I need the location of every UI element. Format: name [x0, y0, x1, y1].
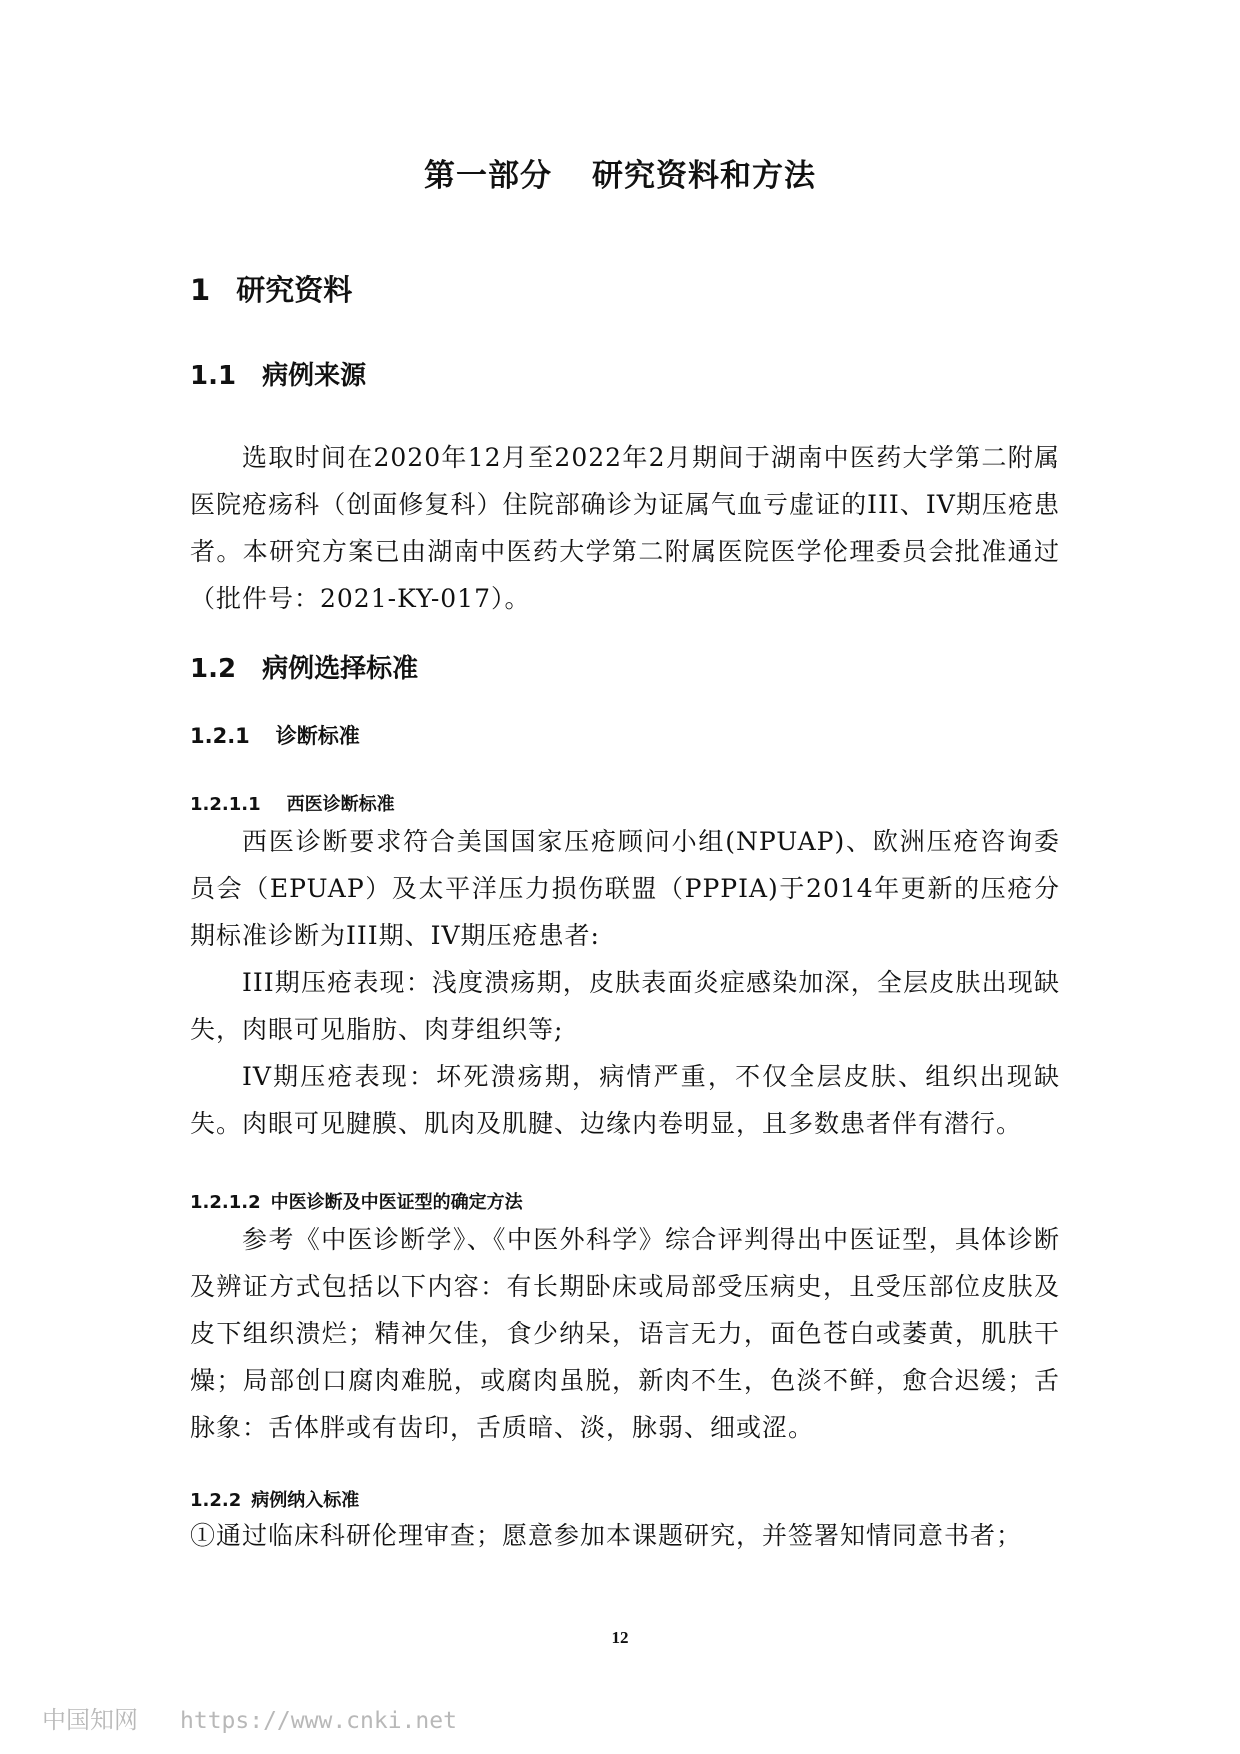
paragraph-text: 选取时间在2020年12月至2022年2月期间于湖南中医药大学第二附属医院疮疡科（创面修复科）住院部确诊为证属气血亏虚证的III、IV期压疮患者。本研究方案已由湖南中医药大学第二附属医院医学伦理委员会批准通过（批件号：2021-KY-017）。 [190, 443, 1060, 613]
section-title: 病例选择标准 [262, 654, 419, 684]
section-heading-1-2-1-2 [190, 1188, 523, 1214]
watermark-site: 中国知网 [42, 1706, 138, 1734]
inclusion-item: ①通过临床科研伦理审查；愿意参加本课题研究，并签署知情同意书者； [190, 1521, 1023, 1550]
section-number: 1.2.1.1 [190, 794, 261, 815]
section-heading-1-1 [190, 355, 366, 392]
section-heading-1-2-1-1 [190, 790, 395, 816]
section-number: 1.1 [190, 361, 237, 391]
section-number: 1.2.1 [190, 724, 250, 748]
western-diagnosis-paragraphs [190, 818, 1060, 1147]
stage-4-paragraph: IV期压疮表现：坏死溃疡期，病情严重，不仅全层皮肤、组织出现缺失。肉眼可见腱膜、肌肉及肌腱、边缘内卷明显，且多数患者伴有潜行。 [190, 1062, 1060, 1138]
section-number: 1.2.2 [190, 1490, 242, 1511]
section-title: 西医诊断标准 [286, 794, 395, 815]
page-number: 12 [611, 1628, 629, 1647]
inclusion-criteria-list [190, 1512, 1060, 1559]
tcm-diagnosis-paragraph [190, 1216, 1060, 1451]
western-criteria-paragraph: 西医诊断要求符合美国国家压疮顾问小组(NPUAP)、欧洲压疮咨询委员会（EPUAP）及太平洋压力损伤联盟（PPPIA)于2014年更新的压疮分期标准诊断为III期、IV期压疮患者: [190, 827, 1060, 950]
watermark [42, 1700, 457, 1735]
section-title: 病例纳入标准 [251, 1490, 360, 1511]
paragraph-text: 参考《中医诊断学》、《中医外科学》综合评判得出中医证型，具体诊断及辨证方式包括以下内容：有长期卧床或局部受压病史，且受压部位皮肤及皮下组织溃烂；精神欠佳，食少纳呆，语言无力，面色苍白或萎黄，肌肤干燥；局部创口腐肉难脱，或腐肉虽脱，新肉不生，色淡不鲜，愈合迟缓；舌脉象：舌体胖或有齿印，舌质暗、淡，脉弱、细或涩。 [190, 1225, 1060, 1442]
section-heading-1-2-1 [190, 720, 360, 750]
stage-3-paragraph: III期压疮表现：浅度溃疡期，皮肤表面炎症感染加深，全层皮肤出现缺失，肉眼可见脂肪、肉芽组织等; [190, 968, 1060, 1044]
section-title: 诊断标准 [275, 724, 360, 748]
section-heading-1 [190, 268, 352, 309]
case-source-paragraph [190, 434, 1060, 622]
section-number: 1.2.1.2 [190, 1192, 261, 1213]
section-number: 1 [190, 273, 211, 307]
section-number: 1.2 [190, 654, 237, 684]
section-title: 研究资料 [236, 273, 353, 307]
section-title: 中医诊断及中医证型的确定方法 [270, 1192, 523, 1213]
section-heading-1-2-2 [190, 1486, 359, 1512]
section-heading-1-2 [190, 648, 418, 685]
watermark-url: https://www.cnki.net [180, 1708, 457, 1734]
part-title-number: 第一部分 [424, 158, 552, 194]
section-title: 病例来源 [262, 361, 367, 391]
part-title-text: 研究资料和方法 [592, 158, 816, 194]
part-title [0, 150, 1240, 195]
